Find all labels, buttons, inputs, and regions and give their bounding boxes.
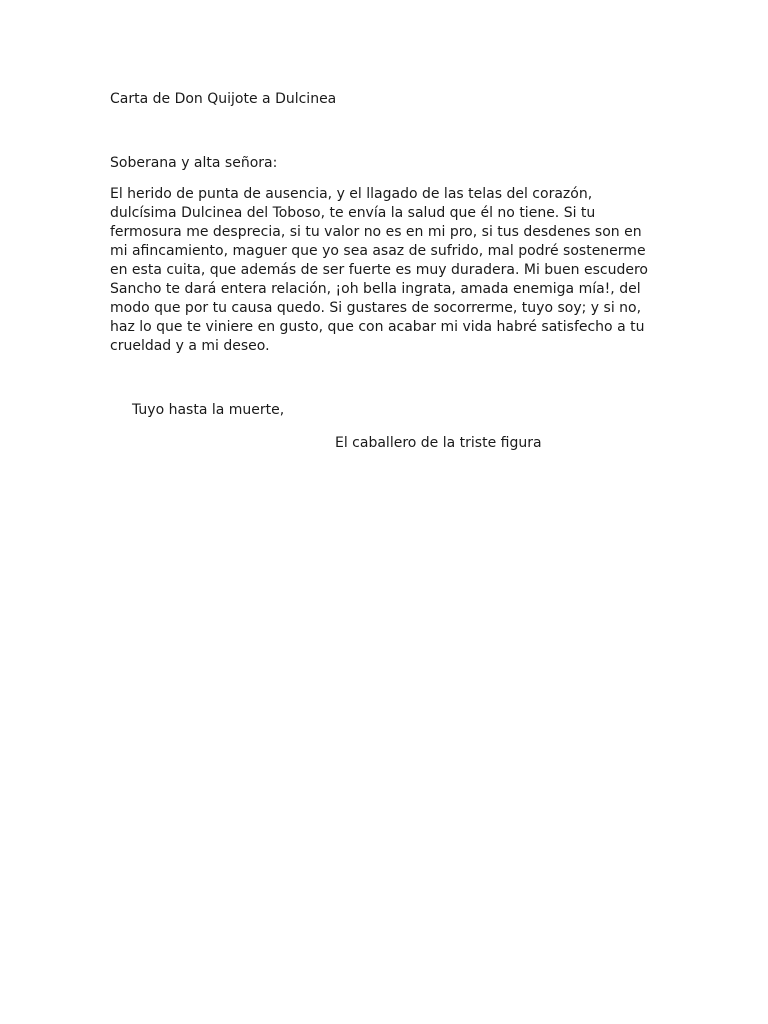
letter-body-line: El herido de punta de ausencia, y el llagado de las telas del corazón,	[110, 186, 593, 202]
letter-body-line: fermosura me desprecia, si tu valor no es en mi pro, si tus desdenes son en	[110, 224, 642, 240]
letter-body-line: en esta cuita, que además de ser fuerte es muy duradera. Mi buen escudero	[110, 262, 648, 278]
letter-body-line: mi afincamiento, maguer que yo sea asaz de sufrido, mal podré sostenerme	[110, 243, 646, 259]
letter-title: Carta de Don Quijote a Dulcinea	[110, 91, 337, 107]
letter-salutation: Soberana y alta señora:	[110, 155, 278, 171]
letter-closing: Tuyo hasta la muerte,	[132, 402, 285, 418]
letter-signature: El caballero de la triste figura	[335, 435, 542, 451]
letter-body-line: modo que por tu causa quedo. Si gustares de socorrerme, tuyo soy; y si no,	[110, 300, 642, 316]
letter-body-line: haz lo que te viniere en gusto, que con acabar mi vida habré satisfecho a tu	[110, 319, 645, 335]
letter-body	[110, 185, 655, 356]
letter-body-line: dulcísima Dulcinea del Toboso, te envía la salud que él no tiene. Si tu	[110, 205, 596, 221]
letter-body-line: Sancho te dará entera relación, ¡oh bella ingrata, amada enemiga mía!, del	[110, 281, 641, 297]
letter-body-line: crueldad y a mi deseo.	[110, 338, 270, 354]
